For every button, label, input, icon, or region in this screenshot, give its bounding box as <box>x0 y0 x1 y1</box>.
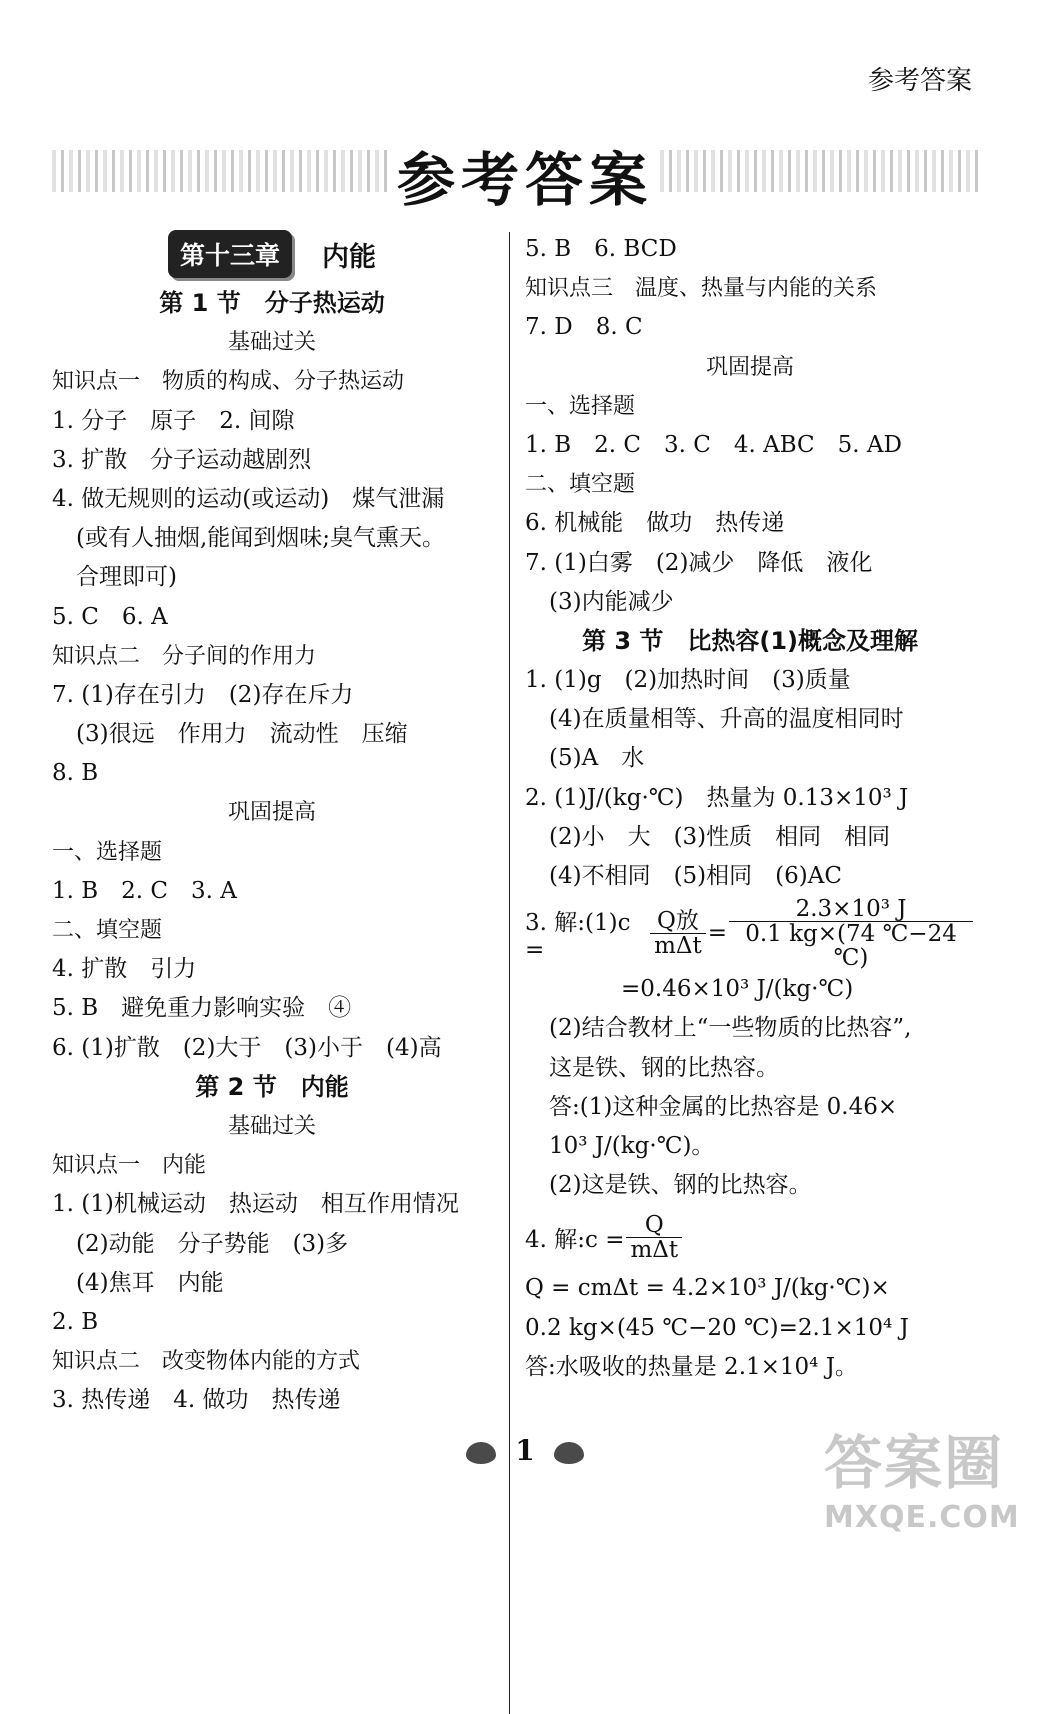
leaf-icon <box>554 1442 584 1464</box>
answer-line: 2. (1)J/(kg·℃) 热量为 0.13×10³ J <box>525 784 909 811</box>
answer-line: 1. B 2. C 3. C 4. ABC 5. AD <box>525 431 902 458</box>
fraction-numerator: 2.3×10³ J <box>729 897 973 922</box>
subheading: 巩固提高 <box>705 354 794 380</box>
answer-line: 7. D 8. C <box>525 314 643 341</box>
knowledge-point: 知识点一 物质的构成、分子热运动 <box>52 369 405 395</box>
equals-sign: = <box>707 920 728 947</box>
subheading: 基础过关 <box>227 1113 316 1139</box>
equation-row <box>525 1205 975 1269</box>
answer-line: (4)在质量相等、升高的温度相同时 <box>549 706 904 733</box>
answer-line: (或有人抽烟,能闻到烟味;臭气熏天。 <box>76 525 446 552</box>
question-type: 二、填空题 <box>52 918 163 943</box>
answer-line: (4)焦耳 内能 <box>76 1269 224 1296</box>
answer-line: (2)结合教材上“一些物质的比热容”, <box>549 1015 912 1042</box>
answer-line: 4. 做无规则的运动(或运动) 煤气泄漏 <box>52 485 445 512</box>
chapter-tag: 第十三章 <box>168 230 292 278</box>
answer-line: 10³ J/(kg·℃)。 <box>549 1132 715 1159</box>
question-type: 二、填空题 <box>525 472 636 498</box>
fraction-denominator: mΔt <box>654 932 702 959</box>
answer-line: Q = cmΔt = 4.2×10³ J/(kg·℃)× <box>525 1275 890 1302</box>
answer-line: 8. B <box>52 760 99 787</box>
chapter-name: 内能 <box>322 241 376 273</box>
chapter-heading <box>52 230 492 278</box>
answer-line: 1. B 2. C 3. A <box>52 877 237 904</box>
fraction-denominator: 0.1 kg×(74 ℃−24 ℃) <box>745 920 957 971</box>
leaf-icon <box>466 1442 496 1464</box>
fraction-numerator: Q放 <box>650 909 706 934</box>
answer-line: 答:(1)这种金属的比热容是 0.46× <box>549 1093 898 1120</box>
question-type: 一、选择题 <box>52 839 163 865</box>
answer-line: 1. (1)g (2)加热时间 (3)质量 <box>525 667 851 694</box>
answer-line: 7. (1)存在引力 (2)存在斥力 <box>52 681 354 708</box>
answer-line: (2)动能 分子势能 (3)多 <box>76 1230 349 1257</box>
answer-line: (2)这是铁、钢的比热容。 <box>549 1172 812 1199</box>
answer-line: (4)不相同 (5)相同 (6)AC <box>549 863 842 889</box>
page-title: 参考答案 <box>396 146 653 214</box>
subheading: 巩固提高 <box>227 800 316 826</box>
answer-line: 3. 扩散 分子运动越剧烈 <box>52 446 312 473</box>
question-type: 一、选择题 <box>525 393 636 419</box>
answer-line: 合理即可) <box>76 564 177 591</box>
answer-line: 6. (1)扩散 (2)大于 (3)小于 (4)高 <box>52 1034 442 1061</box>
answer-line: 7. (1)白雾 (2)减少 降低 液化 <box>525 549 873 576</box>
section-title: 第 1 节 分子热运动 <box>159 289 385 317</box>
watermark-logo: 答案圈 <box>824 1429 1005 1497</box>
watermark-url: MXQE.COM <box>824 1500 1020 1535</box>
answer-line: 5. B 6. BCD <box>525 236 677 262</box>
answer-line: 2. B <box>52 1308 99 1335</box>
answer-line: (2)小 大 (3)性质 相同 相同 <box>549 823 891 850</box>
knowledge-point: 知识点一 内能 <box>52 1153 207 1179</box>
answer-line: 1. 分子 原子 2. 间隙 <box>52 407 295 434</box>
fraction-denominator: mΔt <box>630 1236 679 1263</box>
fraction-numerator: Q <box>626 1213 682 1238</box>
section-title: 第 3 节 比热容(1)概念及理解 <box>581 626 919 655</box>
answer-line: =0.46×10³ J/(kg·℃) <box>621 976 854 1003</box>
right-column <box>525 230 975 1387</box>
page-number: 1 <box>515 1434 535 1467</box>
section-title: 第 2 节 内能 <box>195 1072 349 1101</box>
equation-row <box>525 896 975 970</box>
answer-line: 答:水吸收的热量是 2.1×10⁴ J。 <box>525 1353 858 1380</box>
answer-line: 5. B 避免重力影响实验 ④ <box>52 995 352 1022</box>
watermark <box>824 1416 1034 1535</box>
fraction <box>626 1213 682 1262</box>
answer-line: 4. 扩散 引力 <box>52 956 197 983</box>
equation-prefix: 3. 解:(1)c = <box>525 909 631 963</box>
answer-line: 1. (1)机械运动 热运动 相互作用情况 <box>52 1191 459 1218</box>
subheading: 基础过关 <box>227 330 316 356</box>
left-column <box>52 230 492 1420</box>
fraction <box>650 909 706 958</box>
answer-line: 6. 机械能 做功 热传递 <box>525 510 785 537</box>
answer-line: 5. C 6. A <box>52 603 168 630</box>
knowledge-point: 知识点二 改变物体内能的方式 <box>52 1349 361 1375</box>
answer-line: 这是铁、钢的比热容。 <box>549 1054 779 1081</box>
answer-line: 0.2 kg×(45 ℃−20 ℃)=2.1×10⁴ J <box>525 1314 909 1341</box>
fraction <box>729 897 973 970</box>
answer-line: (3)很远 作用力 流动性 压缩 <box>76 721 408 748</box>
knowledge-point: 知识点二 分子间的作用力 <box>52 643 317 669</box>
header-corner: 参考答案 <box>867 66 972 96</box>
answer-line: 3. 热传递 4. 做功 热传递 <box>52 1387 341 1414</box>
knowledge-point: 知识点三 温度、热量与内能的关系 <box>525 276 878 302</box>
column-divider <box>509 232 510 1714</box>
answer-line: (5)A 水 <box>549 745 645 772</box>
equation-prefix: 4. 解:c = <box>525 1226 625 1253</box>
answer-line: (3)内能减少 <box>549 588 674 615</box>
